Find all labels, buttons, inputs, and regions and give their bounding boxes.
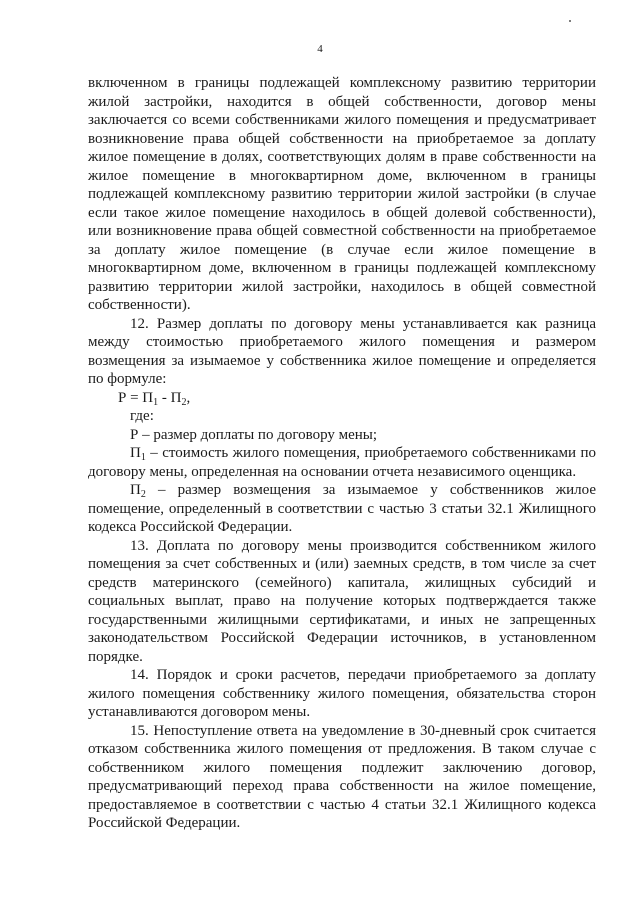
- formula-subscript-1: 1: [153, 396, 159, 408]
- definition-p2-symbol: П: [130, 482, 141, 498]
- definition-p: Р – размер доплаты по договору мены;: [130, 426, 378, 443]
- definition-p1: [88, 444, 596, 481]
- where-label: где:: [130, 408, 154, 424]
- paragraph-continuation: включенном в границы подлежащей комплексному развитию территории жилой застройки, находится в общей собственности, договор мены заключается со всеми собственниками жилого помещения и предусматривает возникновение права общей собственности на приобретаемое за доплату жилое помещение в долях, соответствующих долям в праве собственности на жилое помещение в многоквартирном доме, включенном в границы подлежащей комплексному развитию территории жилой застройки (в случае если такое жилое помещение находилось в общей долевой собственности), или возникновение права общей совместной собственности на приобретаемое за доплату жилое помещение (в случае если жилое помещение в многоквартирном доме, включенном в границы подлежащей комплексному развитию территории жилой застройки, находилось в общей совместной собственности).: [88, 75, 596, 313]
- paragraph-13: 13. Доплата по договору мены производится собственником жилого помещения за счет собственных и (или) заемных средств, в том числе за счет средств материнского (семейного) капитала, жилищных субсидий и социальных выплат, право на получение которых подтверждается также государственными жилищными сертификатами, и иных не запрещенных законодательством Российской Федерации источников, в установленном порядке.: [88, 537, 596, 665]
- formula-end: ,: [186, 389, 191, 406]
- definition-p1-subscript: 1: [140, 452, 146, 463]
- definition-p1-text: – стоимость жилого помещения, приобретаемого собственниками по договору мены, определенная на основании отчета независимого оценщика.: [88, 445, 596, 480]
- definition-p2-text: – размер возмещения за изымаемое у собственников жилое помещение, определенный в соответствии с частью 3 статьи 32.1 Жилищного кодекса Российской Федерации.: [88, 482, 596, 535]
- payment-formula: [88, 389, 596, 408]
- paragraph-12: 12. Размер доплаты по договору мены устанавливается как разница между стоимостью приобретаемого жилого помещения и размером возмещения за изымаемое у собственника жилое помещение и определяется по формуле:: [88, 315, 596, 387]
- document-body: [88, 74, 596, 833]
- formula-middle: - П: [158, 389, 182, 406]
- page-number: 4: [317, 43, 323, 55]
- formula-lhs: Р = П: [118, 389, 154, 406]
- definition-p2-subscript: 2: [140, 489, 146, 500]
- formula-subscript-2: 2: [181, 396, 187, 408]
- definition-p1-symbol: П: [130, 445, 141, 461]
- paragraph-14: 14. Порядок и сроки расчетов, передачи приобретаемого за доплату жилого помещения собственнику жилого помещения, обязательства сторон устанавливаются договором мены.: [88, 667, 596, 720]
- definition-p2: [88, 481, 596, 537]
- paragraph-15: 15. Непоступление ответа на уведомление в 30-дневный срок считается отказом собственника жилого помещения от предложения. В таком случае с собственником жилого помещения подлежит заключению договор, предусматривающий переход права собственности на жилое помещение, предоставляемое в соответствии с частью 4 статьи 32.1 Жилищного кодекса Российской Федерации.: [88, 722, 596, 831]
- scan-speck: [569, 20, 571, 22]
